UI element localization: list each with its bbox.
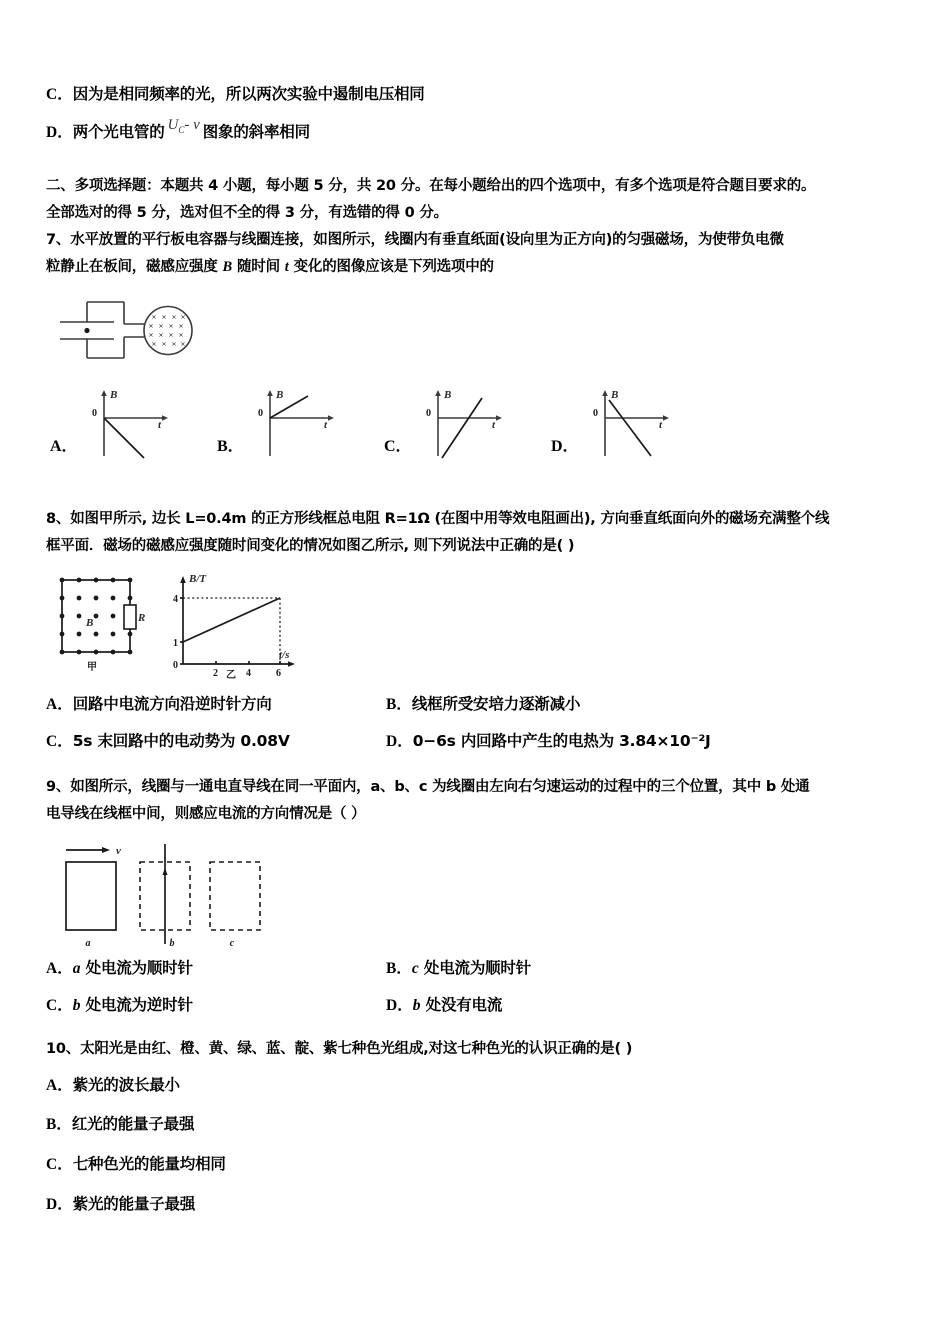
q9-option-b xyxy=(386,960,531,977)
q9-option-b-symbol: c xyxy=(411,959,419,977)
svg-text:×: × xyxy=(161,340,167,349)
q8-figure-right-caption: 乙 xyxy=(226,670,236,682)
q7-option-c xyxy=(384,384,551,462)
q8-chart-y-label: B/T xyxy=(189,573,207,586)
q9-option-d-symbol: b xyxy=(412,996,421,1014)
q8-xtick-6: 6 xyxy=(276,668,281,680)
q10-option-d xyxy=(46,1196,918,1214)
q7-option-c-letter: C． xyxy=(384,438,412,456)
q8-loop-figure xyxy=(52,568,147,680)
q7-stem-line2-e: 变化的图像应该是下列选项中的 xyxy=(288,258,494,275)
q9-option-a-text: 处电流为顺时针 xyxy=(80,958,193,977)
section-header-line2: 全部选对的得 5 分，选对但不全的得 3 分，有选错的得 0 分。 xyxy=(46,204,448,221)
q10-option-c-text: 七种色光的能量均相同 xyxy=(72,1155,226,1174)
svg-text:×: × xyxy=(151,340,157,349)
q7-stem-line2-a: 粒静止在板间，磁感应强度 xyxy=(46,258,223,275)
q9-option-b-letter: B． xyxy=(386,959,412,977)
q6-option-d-letter: D． xyxy=(46,123,73,141)
q10-option-b-text: 红光的能量子最强 xyxy=(71,1115,195,1134)
q7-stem-line2 xyxy=(46,254,918,281)
q7-stem-line1: 7、水平放置的平行板电容器与线圈连接，如图所示，线圈内有垂直纸面(设向里为正方向)的匀强磁场，为使带负电微 xyxy=(46,231,784,248)
q9-option-c-symbol: b xyxy=(72,996,81,1014)
q7-d-x-label: t xyxy=(658,419,662,432)
q8-option-a xyxy=(46,696,386,713)
section-header-line1: 二、多项选择题：本题共 4 小题，每小题 5 分，共 20 分。在每小题给出的四个选项中，有多个选项是符合题目要求的。 xyxy=(46,178,816,195)
q10-stem: 10、太阳光是由红、橙、黄、绿、蓝、靛、紫七种色光组成,对这七种色光的认识正确的是( ) xyxy=(46,1040,633,1057)
q9-stem-line2: 电导线在线框中间，则感应电流的方向情况是（ ） xyxy=(46,805,366,822)
q8-option-b-letter: B． xyxy=(386,696,412,714)
svg-text:×: × xyxy=(151,313,157,322)
q8-xtick-0: 0 xyxy=(173,660,178,672)
svg-text:×: × xyxy=(158,322,164,331)
q10-option-b xyxy=(46,1116,918,1134)
q7-option-a xyxy=(50,384,217,462)
q6-option-d-suffix: 图象的斜率相同 xyxy=(202,122,310,141)
svg-text:×: × xyxy=(148,322,154,331)
q7-b-x-label: t xyxy=(323,419,327,432)
q10-option-c xyxy=(46,1156,918,1174)
formula-sub-c: C xyxy=(178,124,185,135)
q8-stem-line2: 框平面．磁场的磁感应强度随时间变化的情况如图乙所示, 则下列说法中正确的是( ) xyxy=(46,538,575,555)
q7-stem-line2-c: 随时间 xyxy=(232,258,285,275)
page-content xyxy=(46,0,918,1214)
q7-c-origin: 0 xyxy=(425,408,431,420)
q9-option-b-text: 处电流为顺时针 xyxy=(418,958,532,977)
q7-option-d-letter: D． xyxy=(551,438,579,456)
q8-option-b xyxy=(386,696,580,713)
q7-symbol-B: B xyxy=(222,258,233,275)
q9-label-b: b xyxy=(169,937,175,949)
q8-options-row1 xyxy=(46,696,918,713)
q8-stem-line1: 8、如图甲所示, 边长 L=0.4m 的正方形线框总电阻 R=1Ω (在图中用等效电阻画出), 方向垂直纸面向外的磁场充满整个线 xyxy=(46,511,830,528)
q7-option-graphs xyxy=(50,384,918,462)
q8-field-label: B xyxy=(86,617,94,630)
q8-options-row2 xyxy=(46,733,918,750)
q9-option-c-text: 处电流为逆时针 xyxy=(80,995,193,1014)
q9-option-a-letter: A． xyxy=(46,959,73,977)
q7-option-a-letter: A． xyxy=(50,438,78,456)
q9-option-d-letter: D． xyxy=(386,996,413,1014)
q7-c-x-label: t xyxy=(491,419,495,432)
q9-options-row2 xyxy=(46,997,918,1014)
svg-text:×: × xyxy=(168,331,174,340)
svg-text:×: × xyxy=(171,313,177,322)
q6-option-d xyxy=(46,116,918,143)
q9-velocity-label: v xyxy=(116,844,121,857)
q10-option-a-text: 紫光的波长最小 xyxy=(72,1075,180,1094)
q6-option-c xyxy=(46,86,918,104)
q10-option-a xyxy=(46,1077,918,1095)
q10-option-c-letter: C． xyxy=(46,1156,73,1174)
q7-symbol-t: t xyxy=(284,258,289,275)
q7-a-origin: 0 xyxy=(91,408,97,420)
q8-chart-x-label: t/s xyxy=(279,649,290,662)
q7-option-b xyxy=(217,384,384,462)
svg-text:×: × xyxy=(178,331,184,340)
q6-option-d-prefix: 两个光电管的 xyxy=(72,122,165,141)
q9-label-c: c xyxy=(229,937,235,949)
q9-option-d-text: 处没有电流 xyxy=(420,995,503,1014)
svg-text:×: × xyxy=(148,331,154,340)
q6-option-c-text: 因为是相同频率的光，所以两次实验中遏制电压相同 xyxy=(72,85,425,103)
q8-option-b-text: 线框所受安培力逐渐减小 xyxy=(411,695,581,714)
q7-b-origin: 0 xyxy=(257,408,263,420)
q9-figure xyxy=(52,840,918,950)
current-direction-arrow xyxy=(162,868,167,875)
q8-option-c xyxy=(46,733,386,750)
svg-text:×: × xyxy=(168,322,174,331)
svg-text:×: × xyxy=(178,322,184,331)
q7-option-d xyxy=(551,384,718,462)
q9-option-c-letter: C． xyxy=(46,996,73,1014)
q8-ytick-1: 1 xyxy=(173,638,178,650)
q8-option-c-letter: C． xyxy=(46,733,73,751)
q8-figures xyxy=(52,568,918,680)
resistor-symbol xyxy=(124,605,136,629)
formula-rest: - ν xyxy=(184,116,200,133)
formula-u: U xyxy=(167,116,179,133)
q10-option-b-letter: B． xyxy=(46,1116,72,1134)
q6-option-c-letter: C． xyxy=(46,86,73,103)
q7-c-y-label: B xyxy=(443,389,451,402)
svg-text:×: × xyxy=(180,340,186,349)
svg-text:×: × xyxy=(171,340,177,349)
q10-option-a-letter: A． xyxy=(46,1076,73,1094)
q10-option-d-text: 紫光的能量子最强 xyxy=(72,1195,196,1214)
q9-label-a: a xyxy=(85,937,91,949)
svg-text:×: × xyxy=(180,313,186,322)
q8-bt-chart xyxy=(161,568,321,680)
q10-option-d-letter: D． xyxy=(46,1196,73,1214)
q8-xtick-4: 4 xyxy=(246,668,251,680)
q8-xtick-2: 2 xyxy=(213,668,218,680)
q8-option-a-text: 回路中电流方向沿逆时针方向 xyxy=(72,695,272,714)
q9-option-c xyxy=(46,997,386,1014)
q8-option-a-letter: A． xyxy=(46,696,73,714)
q7-d-origin: 0 xyxy=(592,408,598,420)
q7-b-y-label: B xyxy=(275,389,284,402)
q7-a-y-label: B xyxy=(109,389,117,402)
q7-option-b-letter: B． xyxy=(217,438,244,456)
q8-figure-left-caption: 甲 xyxy=(87,662,97,674)
svg-text:×: × xyxy=(158,331,164,340)
q8-option-d-text: 0−6s 内回路中产生的电热为 3.84×10⁻²J xyxy=(412,732,711,751)
q7-a-x-label: t xyxy=(157,419,161,432)
q9-option-a xyxy=(46,960,386,977)
q8-ytick-4: 4 xyxy=(173,594,178,606)
q9-options-row1 xyxy=(46,960,918,977)
q9-stem-line1: 9、如图所示，线圈与一通电直导线在同一平面内，a、b、c 为线圈由左向右匀速运动的过程中的三个位置，其中 b 处通 xyxy=(46,779,810,796)
q8-option-d-letter: D． xyxy=(386,733,413,751)
uc-nu-formula xyxy=(165,117,203,135)
charged-particle-dot xyxy=(84,328,89,333)
q8-option-c-text: 5s 末回路中的电动势为 0.08V xyxy=(72,732,290,751)
svg-text:×: × xyxy=(161,313,167,322)
q8-option-d xyxy=(386,733,711,750)
q7-circuit-figure xyxy=(52,294,918,366)
q9-option-a-symbol: a xyxy=(72,959,81,977)
q9-option-d xyxy=(386,997,502,1014)
q7-d-y-label: B xyxy=(610,389,618,402)
q8-resistor-label: R xyxy=(138,612,146,625)
